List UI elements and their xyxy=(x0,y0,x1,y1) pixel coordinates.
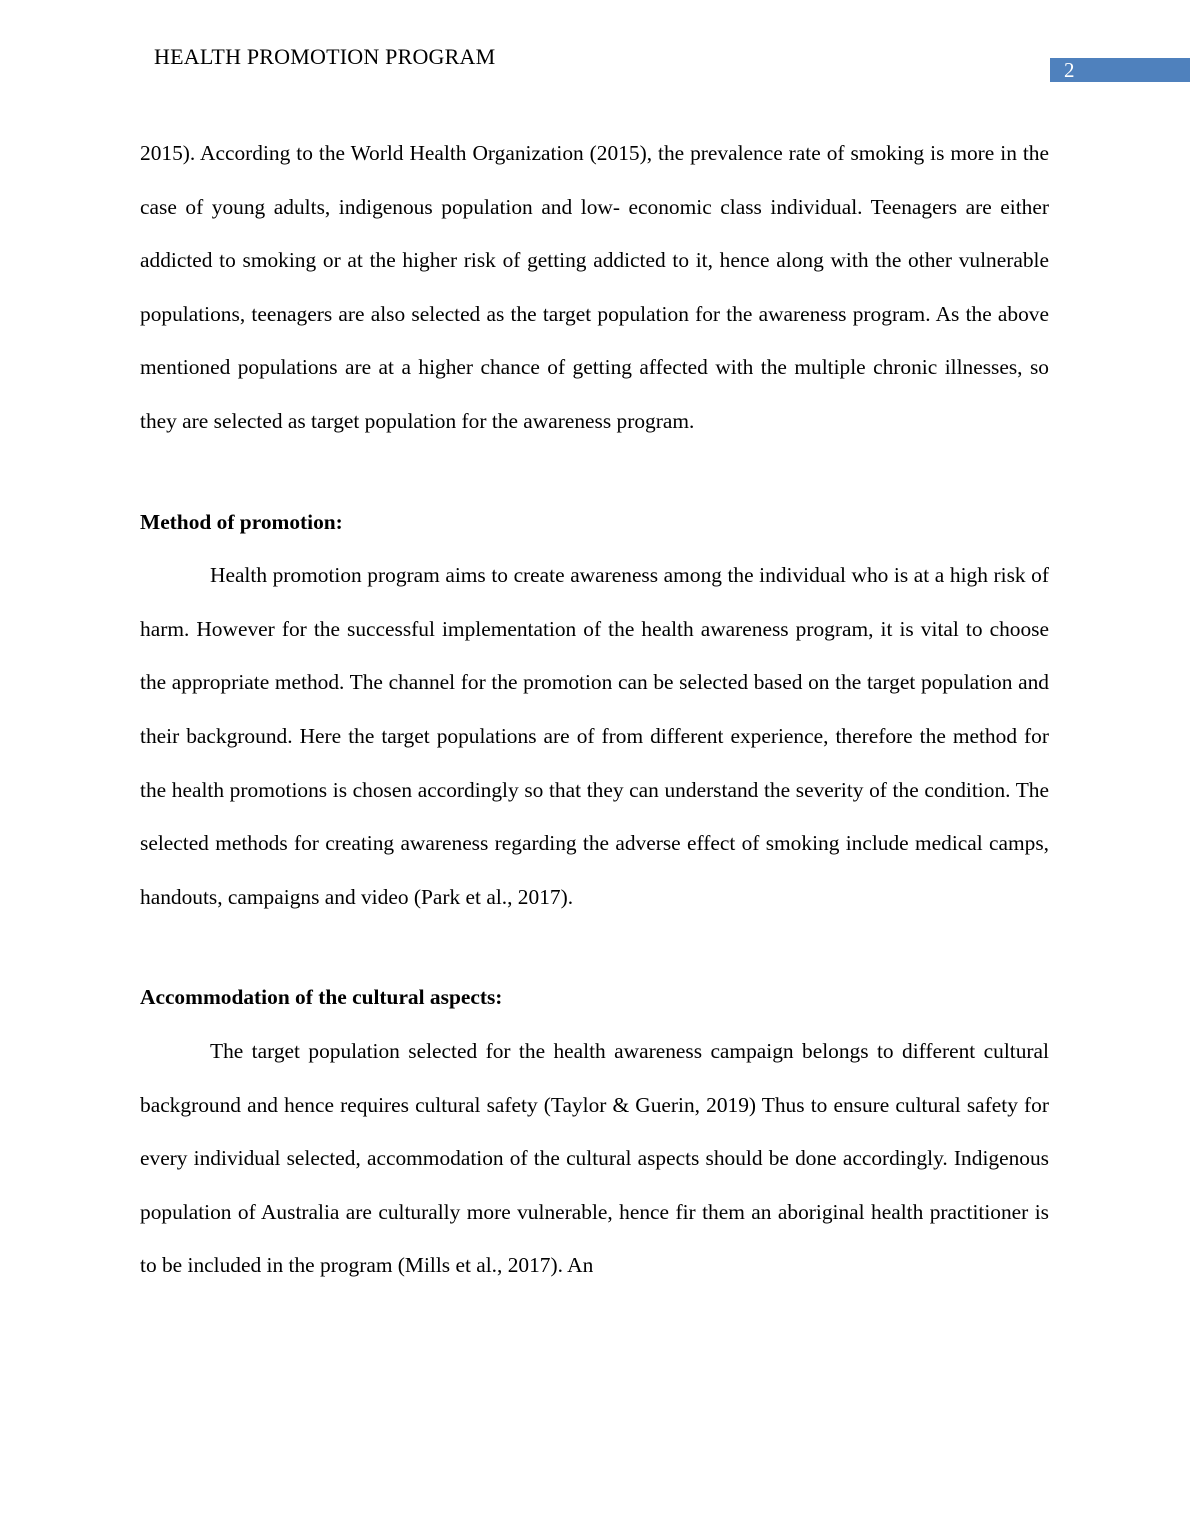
method-of-promotion-heading: Method of promotion: xyxy=(140,509,343,534)
section-gap xyxy=(140,924,1049,971)
intro-paragraph: 2015). According to the World Health Organization (2015), the prevalence rate of smoking is more in the case of young adults, indigenous population and low- economic class individual. Teenagers are either addicted to smoking or at the higher risk of getting addicted to it, hence along with the other vulnerable populations, teenagers are also selected as the target population for the awareness program. As the above mentioned populations are at a higher chance of getting affected with the multiple chronic illnesses, so they are selected as target population for the awareness program. xyxy=(140,141,1049,433)
document-body xyxy=(140,127,1049,1293)
running-head: HEALTH PROMOTION PROGRAM xyxy=(154,44,496,69)
cultural-aspects-heading: Accommodation of the cultural aspects: xyxy=(140,985,503,1010)
page-number: 2 xyxy=(1064,58,1075,82)
cultural-aspects-paragraph: The target population selected for the health awareness campaign belongs to different cultural background and hence requires cultural safety (Taylor & Guerin, 2019) Thus to ensure cultural safety for every individual selected, accommodation of the cultural aspects should be done accordingly. Indigenous population of Australia are culturally more vulnerable, hence fir them an aboriginal health practitioner is to be included in the program (Mills et al., 2017). An xyxy=(140,1038,1049,1278)
method-of-promotion-paragraph: Health promotion program aims to create awareness among the individual who is at a high risk of harm. However for the successful implementation of the health awareness program, it is vital to choose the appropriate method. The channel for the promotion can be selected based on the target population and their background. Here the target populations are of from different experience, therefore the method for the health promotions is chosen accordingly so that they can understand the severity of the condition. The selected methods for creating awareness regarding the adverse effect of smoking include medical camps, handouts, campaigns and video (Park et al., 2017). xyxy=(140,563,1049,909)
page-number-bar xyxy=(1050,58,1190,82)
section-gap xyxy=(140,449,1049,496)
